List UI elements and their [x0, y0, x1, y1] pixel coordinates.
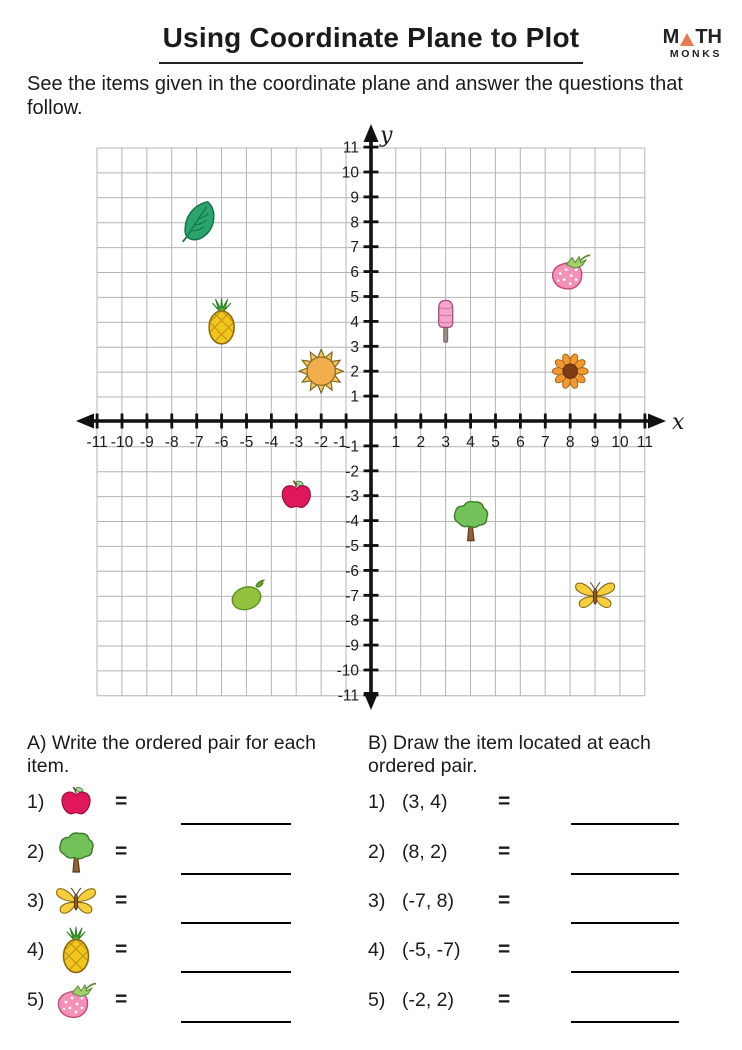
svg-text:-10: -10 [336, 662, 359, 680]
ordered-pair: (-5, -7) [402, 938, 461, 961]
svg-text:-9: -9 [140, 434, 154, 451]
logo-letters-th: TH [695, 26, 722, 48]
question-number: 1) [368, 790, 386, 813]
svg-text:8: 8 [565, 434, 575, 451]
svg-text:-5: -5 [345, 538, 359, 555]
question-number: 4) [368, 938, 386, 961]
svg-text:-10: -10 [110, 434, 134, 451]
svg-text:-3: -3 [345, 488, 359, 506]
question-b-row [368, 829, 679, 875]
question-number: 2) [368, 840, 386, 863]
svg-text:-8: -8 [345, 612, 359, 630]
svg-text:-7: -7 [189, 434, 204, 451]
section-b-heading: B) Draw the item located at each ordered pair. [368, 732, 651, 778]
x-axis-label: x [672, 410, 685, 435]
section-a-heading: A) Write the ordered pair for each item. [27, 732, 317, 778]
equals-sign: = [498, 840, 511, 863]
equals-sign: = [498, 790, 511, 813]
equals-sign: = [115, 889, 128, 912]
coordinate-plane [0, 110, 742, 728]
question-b-row [368, 779, 679, 825]
svg-text:1: 1 [350, 388, 359, 406]
ordered-pair: (-7, 8) [402, 889, 455, 912]
svg-text:-8: -8 [164, 434, 179, 451]
sunflower-plot-icon [552, 353, 588, 389]
svg-text:-5: -5 [239, 434, 254, 451]
svg-text:3: 3 [441, 434, 451, 451]
svg-text:-6: -6 [345, 562, 359, 580]
pineapple-icon [53, 926, 99, 974]
svg-text:-4: -4 [264, 434, 279, 451]
question-b-row [368, 977, 679, 1023]
svg-text:8: 8 [350, 214, 359, 232]
popsicle-plot-icon [439, 300, 453, 342]
svg-text:6: 6 [516, 434, 525, 451]
question-number: 5) [368, 988, 386, 1011]
svg-text:-11: -11 [86, 434, 108, 451]
ordered-pair: (8, 2) [402, 840, 448, 863]
answer-blank[interactable] [571, 989, 679, 1023]
logo-triangle-icon [680, 33, 694, 46]
question-a-row [27, 829, 291, 875]
svg-text:-1: -1 [333, 434, 347, 451]
apple-icon [53, 778, 99, 826]
apple-plot-icon [282, 480, 310, 507]
question-a-row [27, 927, 291, 973]
answer-blank[interactable] [181, 989, 291, 1023]
instruction-text: See the items given in the coordinate plane and answer the questions that follow. [27, 73, 683, 120]
equals-sign: = [498, 938, 511, 961]
svg-text:-2: -2 [314, 434, 329, 451]
equals-sign: = [115, 938, 128, 961]
answer-blank[interactable] [571, 939, 679, 973]
butterfly-icon [53, 877, 99, 925]
strawberry-icon [53, 976, 99, 1024]
equals-sign: = [498, 988, 511, 1011]
y-axis-label: y [380, 123, 393, 148]
svg-text:6: 6 [350, 264, 359, 282]
logo-wordmark [663, 27, 722, 47]
math-monks-logo [663, 27, 722, 60]
question-a-row [27, 878, 291, 924]
svg-text:9: 9 [350, 189, 359, 207]
svg-text:-4: -4 [345, 513, 359, 531]
svg-text:10: 10 [611, 434, 629, 451]
svg-text:4: 4 [466, 434, 475, 451]
svg-text:11: 11 [636, 434, 653, 451]
svg-text:10: 10 [341, 164, 359, 182]
lime-plot-icon [229, 580, 264, 613]
answer-blank[interactable] [571, 841, 679, 875]
answer-blank[interactable] [571, 890, 679, 924]
question-a-row [27, 779, 291, 825]
logo-letter-m: M [662, 26, 680, 48]
equals-sign: = [115, 840, 128, 863]
ordered-pair: (3, 4) [402, 790, 448, 813]
question-number: 2) [27, 840, 45, 863]
header [0, 22, 742, 64]
equals-sign: = [115, 988, 128, 1011]
question-number: 3) [27, 889, 45, 912]
svg-text:-9: -9 [345, 637, 359, 655]
svg-text:7: 7 [350, 239, 359, 257]
svg-text:4: 4 [350, 313, 359, 331]
answer-blank[interactable] [181, 939, 291, 973]
leaf-plot-icon [183, 202, 214, 242]
svg-text:-6: -6 [214, 434, 229, 451]
logo-subtitle: MONKS [669, 48, 722, 60]
svg-text:5: 5 [491, 434, 500, 451]
question-number: 1) [27, 790, 45, 813]
svg-text:2: 2 [350, 363, 359, 381]
answer-blank[interactable] [571, 791, 679, 825]
equals-sign: = [498, 889, 511, 912]
answer-blank[interactable] [181, 841, 291, 875]
svg-text:-3: -3 [289, 434, 304, 451]
answer-blank[interactable] [181, 791, 291, 825]
svg-text:-11: -11 [337, 687, 359, 705]
svg-text:-2: -2 [345, 463, 359, 481]
answer-blank[interactable] [181, 890, 291, 924]
svg-text:7: 7 [540, 434, 550, 451]
question-number: 4) [27, 938, 45, 961]
tree-icon [53, 828, 99, 876]
ordered-pair: (-2, 2) [402, 988, 455, 1011]
svg-text:5: 5 [350, 289, 359, 306]
question-b-row [368, 878, 679, 924]
question-number: 3) [368, 889, 386, 912]
svg-text:11: 11 [342, 139, 359, 157]
svg-text:3: 3 [350, 338, 359, 356]
page-title: Using Coordinate Plane to Plot [159, 22, 584, 64]
sun-plot-icon [299, 349, 343, 393]
question-number: 5) [27, 988, 45, 1011]
tree-plot-icon [454, 502, 487, 541]
equals-sign: = [115, 790, 128, 813]
svg-text:-1: -1 [345, 438, 359, 456]
question-b-row [368, 927, 679, 973]
svg-text:1: 1 [391, 434, 401, 451]
svg-text:-7: -7 [345, 587, 359, 605]
question-a-row [27, 977, 291, 1023]
svg-text:2: 2 [416, 434, 426, 451]
svg-text:9: 9 [590, 434, 600, 451]
